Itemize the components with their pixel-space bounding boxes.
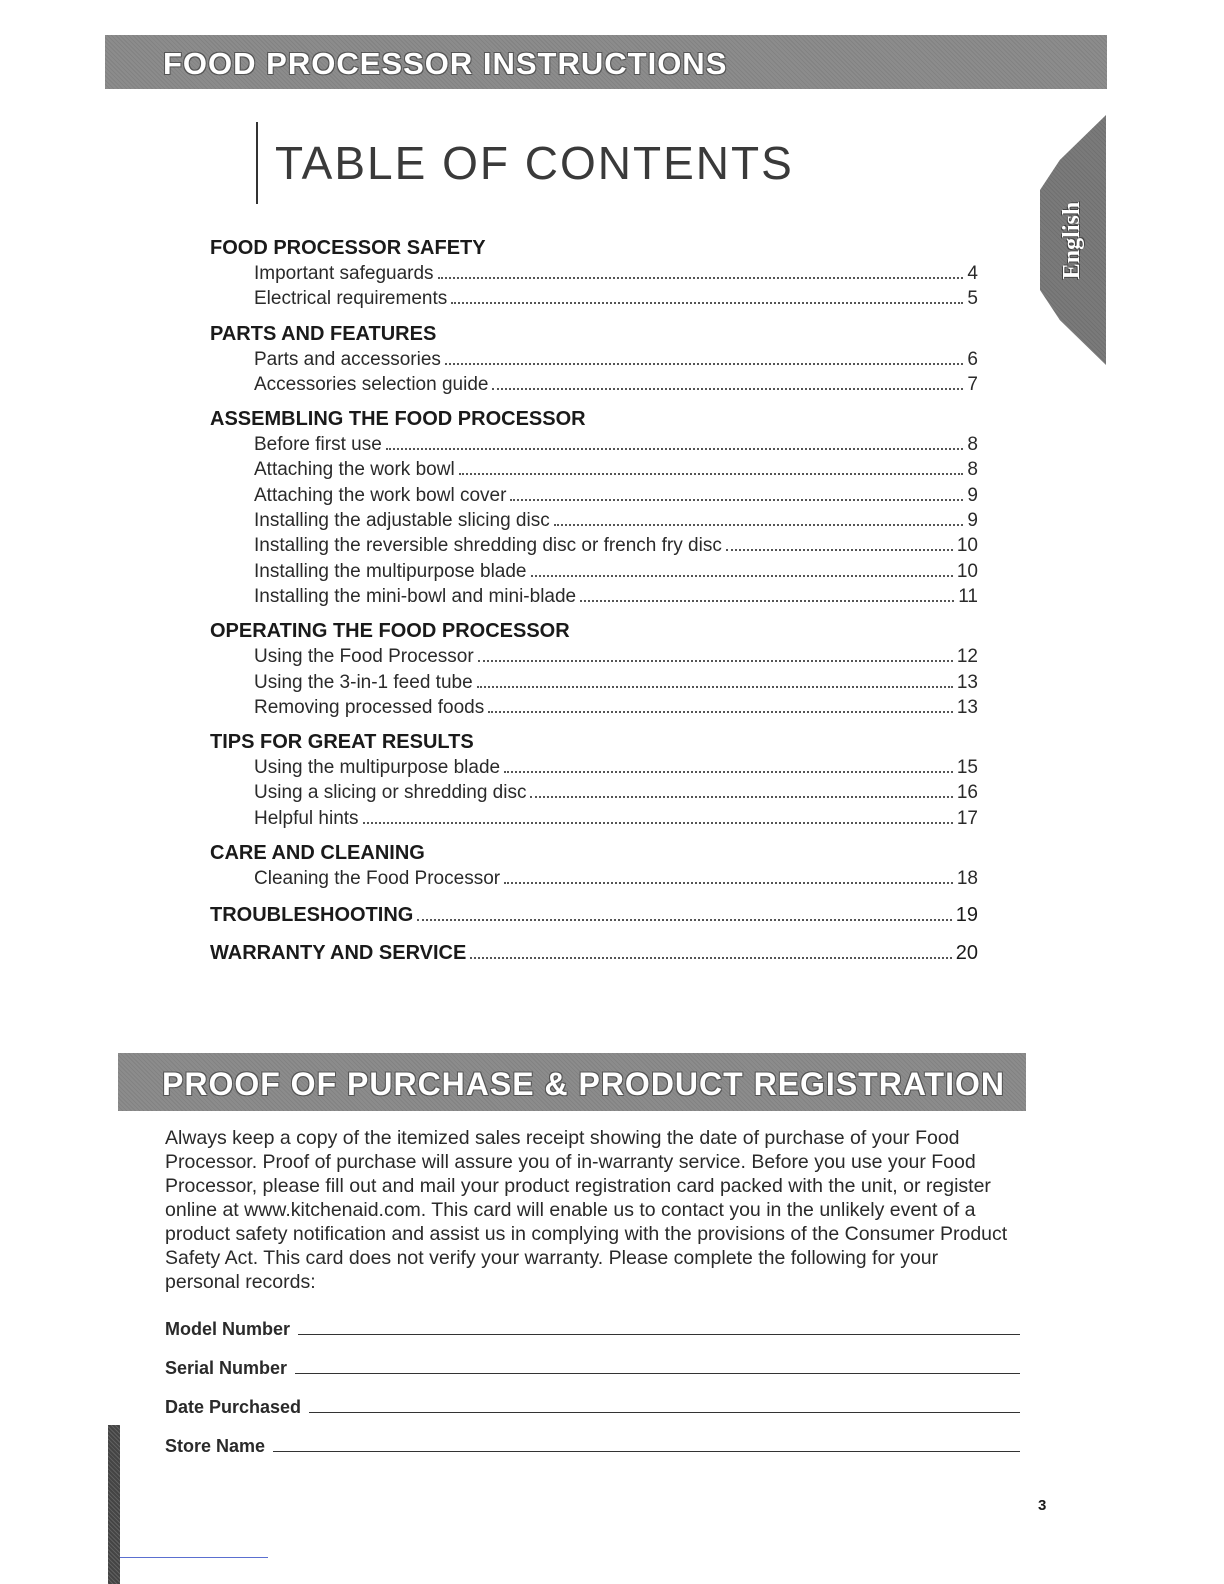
language-tab-label: English	[1059, 201, 1086, 279]
bottom-rule	[120, 1557, 268, 1558]
toc-entry-page: 17	[956, 807, 978, 829]
toc-entry-label: Installing the reversible shredding disc or french fry disc	[254, 535, 722, 557]
toc-section-heading: OPERATING THE FOOD PROCESSOR	[210, 620, 570, 643]
toc-entry-label: Accessories selection guide	[254, 373, 489, 395]
toc-leader-dots	[488, 711, 953, 713]
serial-number-label: Serial Number	[165, 1358, 288, 1378]
toc-entry-label: Important safeguards	[254, 263, 434, 284]
header-banner: FOOD PROCESSOR INSTRUCTIONS	[105, 35, 1107, 89]
toc-entry[interactable]	[210, 483, 978, 508]
toc-section-heading: ASSEMBLING THE FOOD PROCESSOR	[210, 408, 586, 431]
toc-entry[interactable]	[210, 372, 978, 397]
toc-entry[interactable]	[210, 670, 978, 695]
page-title: TABLE OF CONTENTS	[275, 137, 794, 189]
toc-leader-dots	[504, 771, 953, 773]
model-number-label: Model Number	[165, 1319, 291, 1339]
toc-leader-dots	[438, 277, 964, 279]
toc-leader-dots	[459, 473, 964, 475]
toc-entry-label: Attaching the work bowl cover	[254, 484, 507, 506]
toc-leader-dots	[417, 919, 951, 921]
toc-entry-page: 6	[967, 348, 978, 370]
toc-top-entry-page: 19	[955, 904, 978, 927]
toc-entry-page: 12	[956, 646, 978, 668]
toc-leader-dots	[470, 957, 951, 959]
edge-mark	[108, 1425, 120, 1584]
store-name-label: Store Name	[165, 1436, 266, 1456]
toc-entry-page: 7	[967, 373, 978, 395]
model-number-field[interactable]	[165, 1316, 1020, 1340]
toc-entry-label: Cleaning the Food Processor	[254, 868, 501, 890]
toc-leader-dots	[492, 388, 963, 390]
toc-entry-label: Removing processed foods	[254, 696, 485, 718]
toc-entry-label: Using a slicing or shredding disc	[254, 782, 527, 804]
toc-leader-dots	[477, 686, 953, 688]
store-name-line	[273, 1433, 1020, 1452]
toc-leader-dots	[478, 660, 953, 662]
toc-entry[interactable]	[210, 432, 978, 457]
toc-entry-page: 4	[967, 263, 978, 284]
toc-leader-dots	[504, 882, 953, 884]
toc-leader-dots	[580, 600, 954, 602]
toc-entry-label: Installing the mini-bowl and mini-blade	[254, 585, 577, 607]
toc-section-heading: FOOD PROCESSOR SAFETY	[210, 237, 486, 259]
toc-entry[interactable]	[210, 286, 978, 311]
toc-entry[interactable]	[210, 866, 978, 891]
toc-entry-label: Using the 3-in-1 feed tube	[254, 671, 473, 693]
toc-entry-page: 11	[958, 585, 978, 607]
toc-entry[interactable]	[210, 559, 978, 584]
toc-section-heading: TIPS FOR GREAT RESULTS	[210, 731, 474, 754]
title-rule	[256, 122, 258, 204]
toc-leader-dots	[510, 499, 963, 501]
toc-entry-page: 18	[956, 868, 978, 890]
toc-entry-label: Before first use	[254, 434, 382, 456]
toc-entry[interactable]	[210, 584, 978, 609]
proof-banner: PROOF OF PURCHASE & PRODUCT REGISTRATION	[118, 1053, 1026, 1111]
toc-leader-dots	[445, 363, 964, 365]
toc-entry-page: 15	[956, 757, 978, 779]
toc-section-heading: PARTS AND FEATURES	[210, 322, 437, 345]
toc-entry-page: 10	[956, 535, 978, 557]
toc-leader-dots	[386, 448, 964, 450]
toc-entry[interactable]	[210, 644, 978, 669]
toc-leader-dots	[554, 524, 964, 526]
toc-entry-page: 8	[967, 459, 978, 481]
toc-entry[interactable]	[210, 533, 978, 558]
date-purchased-label: Date Purchased	[165, 1397, 302, 1417]
toc-entry[interactable]	[210, 508, 978, 533]
date-purchased-line	[309, 1394, 1020, 1413]
toc-entry[interactable]	[210, 806, 978, 831]
toc-section-heading: CARE AND CLEANING	[210, 842, 425, 865]
toc-leader-dots	[530, 796, 952, 798]
model-number-line	[298, 1316, 1020, 1335]
toc-entry-page: 13	[956, 671, 978, 693]
toc-entry-page: 13	[956, 696, 978, 718]
toc-entry-label: Installing the adjustable slicing disc	[254, 510, 550, 532]
serial-number-line	[295, 1355, 1020, 1374]
toc-top-entry-page: 20	[955, 942, 978, 965]
toc-entry-label: Parts and accessories	[254, 348, 441, 370]
toc-top-entry[interactable]	[210, 939, 978, 967]
date-purchased-field[interactable]	[165, 1394, 1020, 1418]
toc-entry[interactable]	[210, 347, 978, 372]
toc-entry-page: 10	[956, 560, 978, 582]
toc-entry[interactable]	[210, 780, 978, 805]
store-name-field[interactable]	[165, 1433, 1020, 1457]
table-of-contents	[210, 236, 978, 967]
toc-entry-label: Electrical requirements	[254, 288, 448, 310]
toc-entry-page: 9	[967, 510, 978, 532]
toc-entry-label: Attaching the work bowl	[254, 459, 455, 481]
toc-entry-label: Helpful hints	[254, 807, 359, 829]
toc-entry[interactable]	[210, 695, 978, 720]
toc-entry[interactable]	[210, 261, 978, 286]
toc-leader-dots	[726, 549, 953, 551]
page-number: 3	[1038, 1497, 1047, 1514]
toc-top-entry-label: TROUBLESHOOTING	[210, 904, 414, 927]
toc-entry-page: 5	[967, 288, 978, 310]
toc-entry-label: Installing the multipurpose blade	[254, 560, 527, 582]
toc-entry-page: 16	[956, 782, 978, 804]
toc-top-entry-label: WARRANTY AND SERVICE	[210, 942, 467, 965]
serial-number-field[interactable]	[165, 1355, 1020, 1379]
toc-entry[interactable]	[210, 755, 978, 780]
toc-entry-page: 9	[967, 484, 978, 506]
toc-leader-dots	[531, 575, 953, 577]
toc-leader-dots	[451, 302, 963, 304]
toc-top-entry[interactable]	[210, 901, 978, 929]
toc-entry-page: 8	[967, 434, 978, 456]
proof-paragraph: Always keep a copy of the itemized sales receipt showing the date of purchase of your Food Processor. Proof of purchase will assure you of in-warranty service. Before you use your Food Processor, please fill out and mail your product registration card packed with the unit, or register online at www.kitchenaid.com. This card will enable us to contact you in the unlikely event of a product safety notification and assist us in complying with the provisions of the Consumer Product Safety Act. This card does not verify your warranty. Please complete the following for your personal records:	[165, 1127, 1008, 1293]
toc-entry[interactable]	[210, 457, 978, 482]
toc-leader-dots	[363, 822, 953, 824]
toc-entry-label: Using the Food Processor	[254, 646, 474, 668]
toc-entry-label: Using the multipurpose blade	[254, 757, 501, 779]
